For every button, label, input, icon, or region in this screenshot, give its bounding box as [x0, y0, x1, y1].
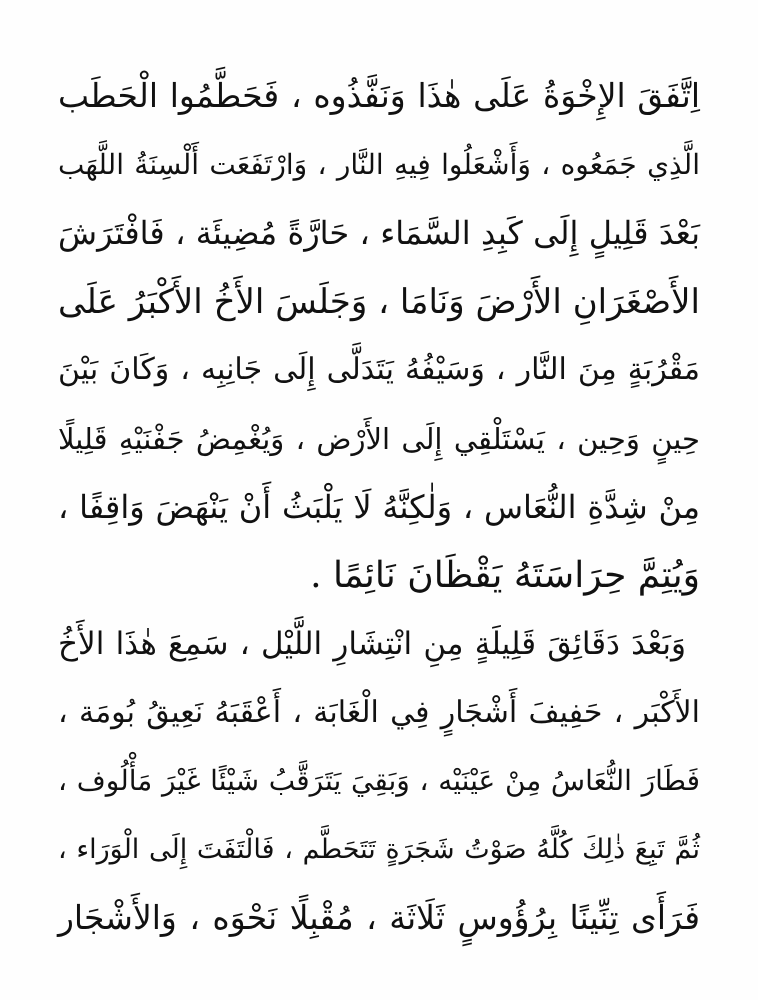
text-line: الأَصْغَرَانِ الأَرْضَ وَنَامَا ، وَجَلَسَ الأَخُ الأَكْبَرُ عَلَى [58, 281, 700, 322]
text-line: مِنْ شِدَّةِ النُّعَاس ، وَلٰكِنَّهُ لَا يَلْبَثُ أَنْ يَنْهَضَ وَاقِفًا ، [58, 488, 700, 526]
text-line: ثُمَّ تَبِعَ ذٰلِكَ كُلَّهُ صَوْتُ شَجَرَةٍ تَتَحَطَّم ، فَالْتَفَتَ إِلَى الْوَرَاء ، [58, 833, 700, 865]
text-line: الَّذِي جَمَعُوه ، وَأَشْعَلُوا فِيهِ النَّار ، وَارْتَفَعَت أَلْسِنَةُ اللَّهَب [58, 147, 700, 181]
text-line: مَقْرُبَةٍ مِنَ النَّار ، وَسَيْفُهُ يَتَدَلَّى إِلَى جَانِبِه ، وَكَانَ بَيْنَ [58, 352, 700, 387]
text-line: اِتَّفَقَ الإِخْوَةُ عَلَى هٰذَا وَنَفَّذُوه ، فَحَطَّمُوا الْحَطَب [58, 76, 700, 115]
text-line: حِينٍ وَحِين ، يَسْتَلْقِي إِلَى الأَرْض ، وَيُغْمِضُ جَفْنَيْهِ قَلِيلًا [58, 421, 700, 456]
text-line: فَرَأَى تِنِّينًا بِرُؤُوسٍ ثَلَاثَة ، مُقْبِلًا نَحْوَه ، وَالأَشْجَار [58, 898, 700, 937]
text-line: وَبَعْدَ دَقَائِقَ قَلِيلَةٍ مِنِ انْتِشَارِ اللَّيْل ، سَمِعَ هٰذَا الأَخُ [58, 626, 686, 662]
arabic-text-block [58, 62, 700, 953]
text-line: الأَكْبَر ، حَفِيفَ أَشْجَارٍ فِي الْغَابَة ، أَعْقَبَهُ نَعِيقُ بُومَة ، [58, 694, 700, 730]
text-line: وَيُتِمَّ حِرَاسَتَهُ يَقْظَانَ نَائِمًا . [310, 554, 700, 596]
text-line: بَعْدَ قَلِيلٍ إِلَى كَبِدِ السَّمَاء ، حَارَّةً مُضِيئَة ، فَافْتَرَشَ [58, 214, 700, 252]
text-line: فَطَارَ النُّعَاسُ مِنْ عَيْنَيْه ، وَبَقِيَ يَتَرَقَّبُ شَيْئًا غَيْرَ مَأْلُوف ، [58, 764, 700, 797]
